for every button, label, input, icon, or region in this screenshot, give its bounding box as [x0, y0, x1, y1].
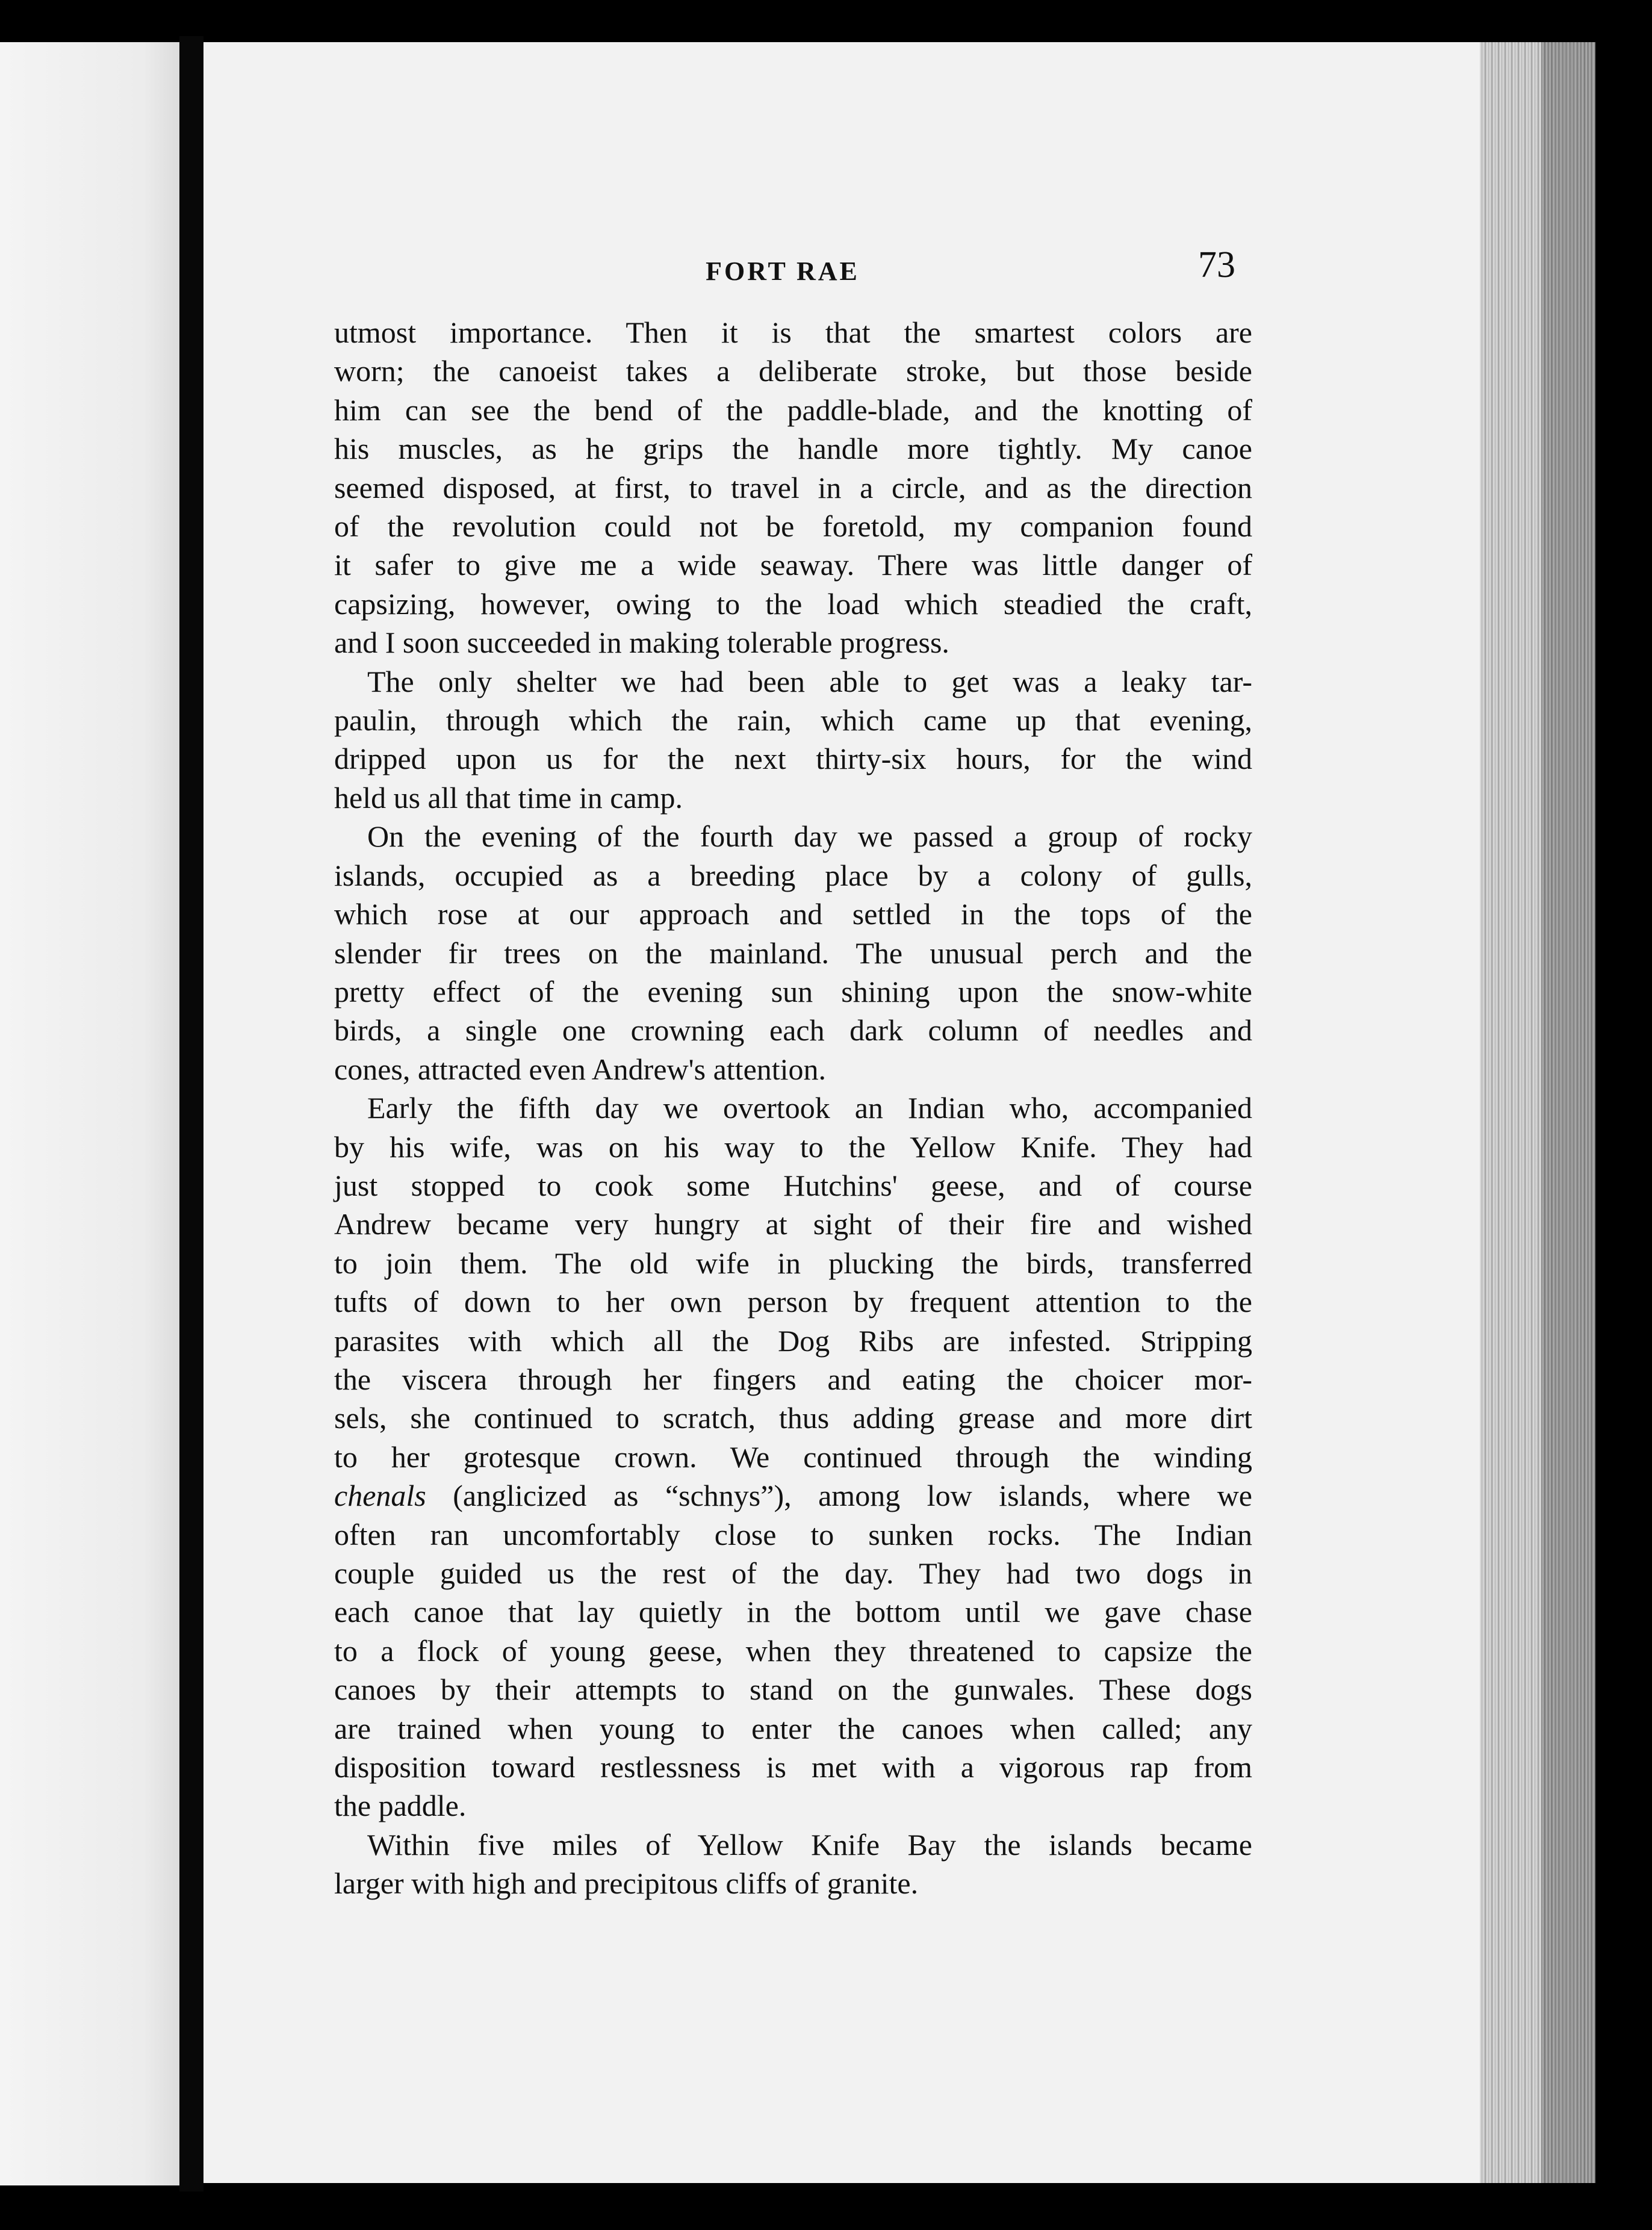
page-edges: [1469, 42, 1595, 2183]
text-line: the viscera through her fingers and eating the choicer mor-: [334, 1362, 1252, 1396]
text-line: the paddle.: [334, 1789, 467, 1823]
text-line: to her grotesque crown. We continued through the winding: [334, 1440, 1252, 1474]
text-line: dripped upon us for the next thirty-six hours, for the wind: [334, 742, 1252, 776]
text-line: Within five miles of Yellow Knife Bay the islands became: [367, 1827, 1252, 1862]
text-line: are trained when young to enter the canoes when called; any: [334, 1711, 1252, 1745]
text-line: pretty effect of the evening sun shining upon the snow-white: [334, 974, 1252, 1008]
text-line: held us all that time in camp.: [334, 780, 683, 815]
facing-page-edge: [0, 42, 179, 2185]
text-line: On the evening of the fourth day we passed a group of rocky: [367, 819, 1252, 854]
text-line: The only shelter we had been able to get was a leaky tar-: [367, 664, 1252, 698]
text-line: paulin, through which the rain, which came up that evening,: [334, 703, 1252, 738]
text-line: often ran uncomfortably close to sunken rocks. The Indian: [334, 1517, 1252, 1551]
text-line: disposition toward restlessness is met with a vigorous rap from: [334, 1750, 1252, 1784]
text-line: his muscles, as he grips the handle more tightly. My canoe: [334, 432, 1252, 466]
page-number: 73: [1198, 244, 1235, 285]
book-gutter: [179, 36, 203, 2191]
italic-word: chenals: [334, 1479, 426, 1513]
text-line-rest: (anglicized as “schnys”), among low islands, where we: [453, 1479, 1253, 1513]
text-line: tufts of down to her own person by frequent attention to the: [334, 1285, 1252, 1319]
text-line: larger with high and precipitous cliffs of granite.: [334, 1866, 919, 1901]
body-text: [334, 313, 1252, 1903]
text-line: to a flock of young geese, when they threatened to capsize the: [334, 1633, 1252, 1668]
text-line: slender fir trees on the mainland. The unusual perch and the: [334, 936, 1252, 970]
text-line: it safer to give me a wide seaway. There was little danger of: [334, 548, 1252, 582]
text-line: him can see the bend of the paddle-blade, and the knotting of: [334, 393, 1252, 427]
text-line-with-italic: [334, 1476, 1252, 1515]
text-line: sels, she continued to scratch, thus adding grease and more dirt: [334, 1401, 1252, 1435]
text-line: by his wife, was on his way to the Yellow Knife. They had: [334, 1129, 1252, 1164]
text-line: Andrew became very hungry at sight of their fire and wished: [334, 1207, 1252, 1241]
text-line: seemed disposed, at first, to travel in a circle, and as the direction: [334, 470, 1252, 505]
text-line: islands, occupied as a breeding place by a colony of gulls,: [334, 858, 1252, 892]
text-line: each canoe that lay quietly in the bottom until we gave chase: [334, 1595, 1252, 1629]
text-line: to join them. The old wife in plucking the birds, transferred: [334, 1246, 1252, 1280]
text-line: and I soon succeeded in making tolerable progress.: [334, 626, 949, 660]
text-line: worn; the canoeist takes a deliberate stroke, but those beside: [334, 354, 1252, 388]
text-line: cones, attracted even Andrew's attention.: [334, 1052, 827, 1086]
text-line: capsizing, however, owing to the load which steadied the craft,: [334, 586, 1252, 621]
text-line: couple guided us the rest of the day. They had two dogs in: [334, 1556, 1252, 1590]
text-line: Early the fifth day we overtook an Indian who, accompanied: [367, 1091, 1252, 1125]
running-head: FORT RAE: [706, 256, 860, 286]
text-line: which rose at our approach and settled in the tops of the: [334, 897, 1252, 931]
text-line: parasites with which all the Dog Ribs are infested. Stripping: [334, 1323, 1252, 1358]
text-line: utmost importance. Then it is that the smartest colors are: [334, 315, 1252, 349]
text-line: birds, a single one crowning each dark column of needles and: [334, 1013, 1252, 1048]
text-line: canoes by their attempts to stand on the gunwales. These dogs: [334, 1672, 1252, 1707]
text-line: just stopped to cook some Hutchins' geese, and of course: [334, 1168, 1252, 1202]
text-line: of the revolution could not be foretold, my companion found: [334, 509, 1252, 544]
